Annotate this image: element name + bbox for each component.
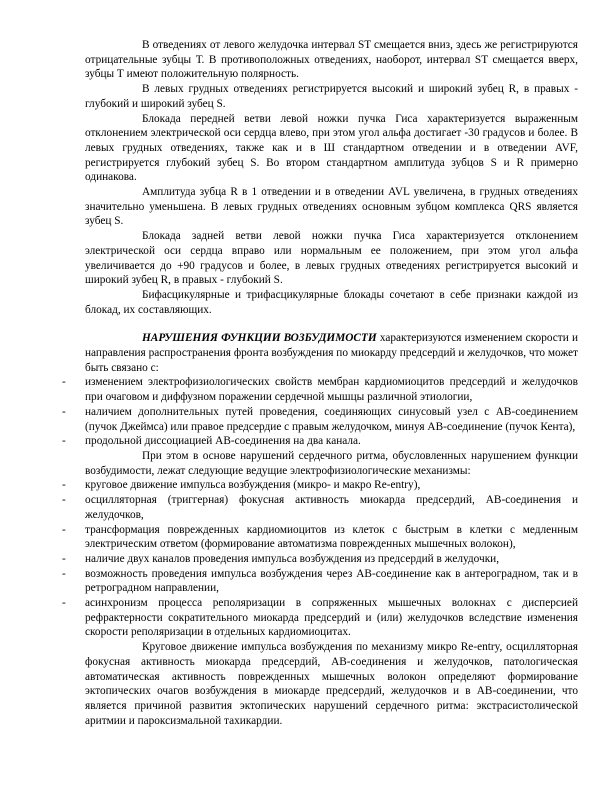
list-item: - осцилляторная (триггерная) фокусная активность миокарда предсердий, АВ-соединения и желудочков,: [62, 494, 578, 521]
causes-list: [62, 375, 578, 449]
paragraph-fascicular-blocks: Бифасцикулярные и трифасцикулярные блокады сочетают в себе признаки каждой из блокад, их составляющих.: [85, 288, 578, 316]
dash-bullet: -: [62, 597, 66, 610]
dash-bullet: -: [62, 405, 66, 418]
paragraph-st-interval: В отведениях от левого желудочка интервал ST смещается вниз, здесь же регистрируются отрицательные зубцы Т. В противоположных отведениях, наоборот, интервал ST смещается вверх, зубцы Т имеют положительную полярность.: [85, 39, 578, 81]
dash-bullet: -: [62, 479, 66, 492]
paragraph-reentry-conclusion: Круговое движение импульса возбуждения по механизму микро Re-entry, осцилляторная фокусная активность миокарда предсердий, АВ-соединения и желудочков, патологическая автоматическая активность поврежденных мышечных волокон определяют формирование эктопических очагов возбуждения в миокарде предсердий, желудочков и в АВ-соединении, что является причиной развития эктопических нарушений сердечного ритма: экстрасистолической аритмии и пароксизмальной тахикардии.: [85, 641, 578, 727]
paragraph-mechanisms-intro: При этом в основе нарушений сердечного ритма, обусловленных нарушением функции возбудимости, лежат следующие ведущие электрофизиологические механизмы:: [85, 449, 578, 477]
paragraph-left-chest-leads: В левых грудных отведениях регистрируется высокий и широкий зубец R, в правых - глубокий и широкий зубец S.: [85, 83, 578, 110]
section-intro: [85, 331, 578, 375]
list-item: - трансформация поврежденных кардиомиоцитов из клеток с быстрым в клетки с медленным электрическим ответом (формирование автоматизма поврежденных мышечных волокон),: [62, 523, 578, 551]
dash-bullet: -: [62, 552, 66, 565]
list-item: - наличием дополнительных путей проведения, соединяющих синусовый узел с АВ-соединением (пучок Джеймса) или правое предсердие с правым желудочком, минуя АВ-соединение (пучок Кента),: [62, 405, 578, 433]
dash-bullet: -: [62, 494, 66, 507]
paragraph-posterior-branch-block: Блокада задней ветви левой ножки пучка Гиса характеризуется отклонением электрической оси сердца вправо или нормальным ее положением, при этом угол альфа увеличивается до +90 градусов и более, в левых грудных отведениях регистрируется высокий и широкий зубец R, в правых - глубокий S.: [85, 230, 578, 287]
list-item: - асинхронизм процесса реполяризации в сопряженных мышечных волокнах с дисперсией рефрактерности сократительного миокарда предсердий и (или) желудочков вследствие изменения скорости реполяризации в отдельных кардиомиоцитах.: [62, 597, 578, 639]
paragraph-r-wave-amplitude: Амплитуда зубца R в 1 отведении и в отведении AVL увеличена, в грудных отведениях значительно уменьшена. В левых грудных отведениях основным зубцом комплекса QRS является зубец S.: [85, 186, 578, 228]
list-item: - круговое движение импульса возбуждения (микро- и макро Re-entry),: [62, 479, 421, 492]
list-item: - возможность проведения импульса возбуждения через АВ-соединение как в антероградном, так и в ретроградном направлении,: [62, 567, 578, 595]
section-heading: НАРУШЕНИЯ ФУНКЦИИ ВОЗБУДИМОСТИ: [142, 332, 377, 345]
section-gap: [85, 317, 578, 331]
dash-bullet: -: [62, 567, 66, 580]
paragraph-anterior-branch-block: Блокада передней ветви левой ножки пучка Гиса характеризуется выраженным отклонением электрической оси сердца влево, при этом угол альфа достигает -30 градусов и более. В левых грудных отведениях, также как и в Ш стандартном отведении и в отведении AVF, регистрируется глубокий зубец S. Во втором стандартном амплитуда зубцов S и R примерно одинакова.: [85, 112, 578, 184]
mechanisms-list: [62, 478, 578, 640]
dash-bullet: -: [62, 523, 66, 536]
list-item: - изменением электрофизиологических свойств мембран кардиомиоцитов предсердий и желудочков при очаговом и диффузном поражении сердечной мышцы различной этиологии,: [62, 376, 578, 404]
list-item: - продольной диссоциацией АВ-соединения на два канала.: [62, 435, 361, 448]
list-item: - наличие двух каналов проведения импульса возбуждения из предсердий в желудочки,: [62, 552, 500, 565]
section-intro-text: характеризуются изменением скорости и направления распространения фронта возбуждения по миокарду предсердий и желудочков, что может быть связано с:: [85, 332, 578, 374]
dash-bullet: -: [62, 376, 66, 389]
dash-bullet: -: [62, 435, 66, 448]
